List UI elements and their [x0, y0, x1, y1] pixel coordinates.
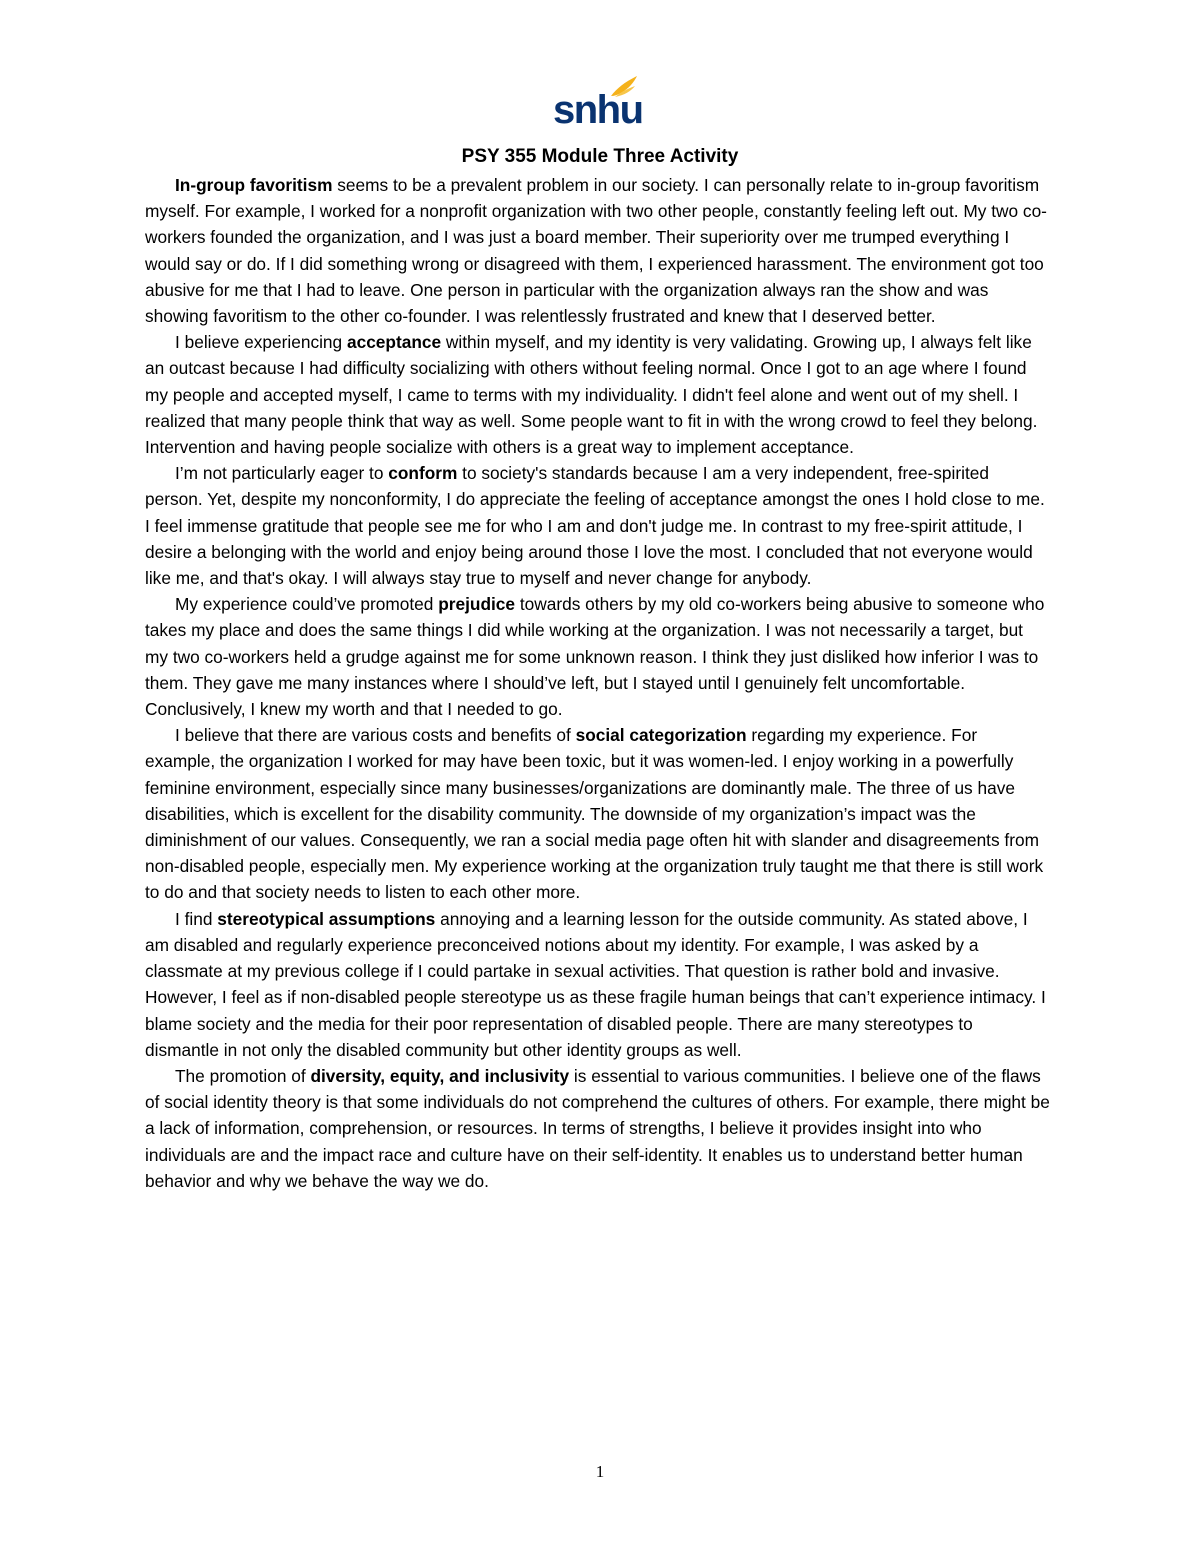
- paragraph: I believe experiencing acceptance within myself, and my identity is very validating. Growing up, I always felt like an outcast because I had difficulty socializing with others without feeling normal. Once I got to an age where I found my people and accepted myself, I came to terms with my individuality. I didn't feel alone and went out of my shell. I realized that many people think that way as well. Some people want to fit in with the wrong crowd to feel they belong. Intervention and having people socialize with others is a great way to implement acceptance.: [145, 332, 1038, 458]
- paragraph: I’m not particularly eager to conform to society's standards because I am a very independent, free-spirited person. Yet, despite my nonconformity, I do appreciate the feeling of acceptance amongst the ones I hold close to me. I feel immense gratitude that people see me for who I am and don't judge me. In contrast to my free-spirit attitude, I desire a belonging with the world and enjoy being around those I love the most. I concluded that not everyone would like me, and that's okay. I will always stay true to myself and never change for anybody.: [145, 463, 1045, 589]
- key-term: stereotypical assumptions: [217, 908, 436, 929]
- key-term: diversity, equity, and inclusivity: [310, 1065, 570, 1086]
- paragraph: I believe that there are various costs and benefits of social categorization regarding my experience. For example, the organization I worked for may have been toxic, but it was women-led. I enjoy working in a powerfully feminine environment, especially since many businesses/organizations are dominantly male. The three of us have disabilities, which is excellent for the disability community. The downside of my organization’s impact was the diminishment of our values. Consequently, we ran a social media page often hit with slander and disagreements from non-disabled people, especially men. My experience working at the organization truly taught me that there is still work to do and that society needs to listen to each other more.: [145, 725, 1044, 903]
- document-title: PSY 355 Module Three Activity: [461, 146, 739, 167]
- paragraph: The promotion of diversity, equity, and inclusivity is essential to various communities. I believe one of the flaws of social identity theory is that some individuals do not comprehend the cultures of others. For example, there might be a lack of information, comprehension, or resources. In terms of strengths, I believe it provides insight into who individuals are and the impact race and culture have on their self-identity. It enables us to understand better human behavior and why we behave the way we do.: [145, 1065, 1050, 1191]
- logo-text: snhu: [553, 88, 643, 132]
- document-body: [145, 172, 1050, 1194]
- key-term: social categorization: [575, 725, 747, 746]
- key-term: conform: [388, 463, 458, 484]
- key-term: In-group favoritism: [175, 175, 333, 195]
- paragraph: I find stereotypical assumptions annoying and a learning lesson for the outside community. As stated above, I am disabled and regularly experience preconceived notions about my identity. For example, I was asked by a classmate at my previous college if I could partake in sexual activities. That question is rather bold and invasive. However, I feel as if non-disabled people stereotype us as these fragile human beings that can’t experience intimacy. I blame society and the media for their poor representation of disabled people. There are many stereotypes to dismantle in not only the disabled community but other identity groups as well.: [145, 908, 1046, 1060]
- paragraph: In-group favoritism seems to be a prevalent problem in our society. I can personally relate to in-group favoritism myself. For example, I worked for a nonprofit organization with two other people, constantly feeling left out. My two co-workers founded the organization, and I was just a board member. Their superiority over me trumped everything I would say or do. If I did something wrong or disagreed with them, I experienced harassment. The environment got too abusive for me that I had to leave. One person in particular with the organization always ran the show and was showing favoritism to the other co-founder. I was relentlessly frustrated and knew that I deserved better.: [145, 175, 1047, 327]
- page-number: 1: [595, 1462, 605, 1481]
- snhu-logo: [553, 74, 643, 132]
- key-term: acceptance: [346, 332, 442, 353]
- paragraph: My experience could’ve promoted prejudice towards others by my old co-workers being abusive to someone who takes my place and does the same things I did while working at the organization. I was not necessarily a target, but my two co-workers held a grudge against me for some unknown reason. I think they just disliked how inferior I was to them. They gave me many instances where I should’ve left, but I stayed until I genuinely felt uncomfortable. Conclusively, I knew my worth and that I needed to go.: [145, 594, 1045, 720]
- key-term: prejudice: [438, 594, 516, 615]
